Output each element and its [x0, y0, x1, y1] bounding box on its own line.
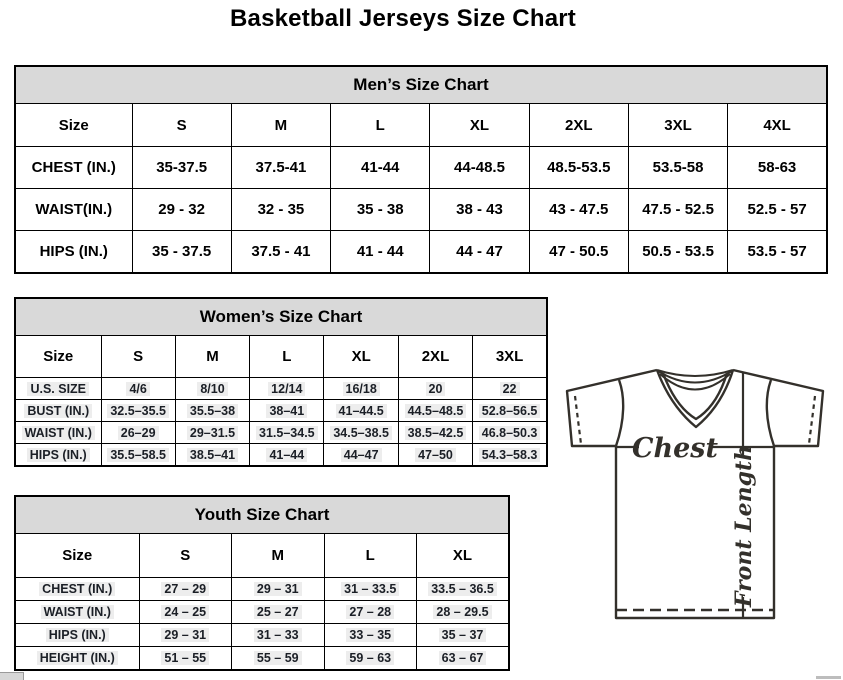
cell: 51 – 55 — [139, 647, 232, 671]
cell: 50.5 - 53.5 — [628, 231, 727, 274]
cell: 54.3–58.3 — [473, 444, 547, 467]
womens-size-table — [14, 297, 548, 467]
cell: 32 - 35 — [231, 189, 330, 231]
col-header: 2XL — [529, 104, 628, 147]
col-header: XL — [324, 336, 398, 378]
table-row — [15, 189, 827, 231]
cell: 63 – 67 — [417, 647, 510, 671]
cell: 31 – 33 — [232, 624, 325, 647]
row-label: HEIGHT (IN.) — [15, 647, 139, 671]
row-label: BUST (IN.) — [15, 400, 101, 422]
cell: 38.5–42.5 — [398, 422, 472, 444]
jersey-outline — [567, 370, 823, 618]
cell: 29 – 31 — [139, 624, 232, 647]
cell: 28 – 29.5 — [417, 601, 510, 624]
col-header: 2XL — [398, 336, 472, 378]
cell: 27 – 28 — [324, 601, 417, 624]
cell: 35-37.5 — [132, 147, 231, 189]
col-header: L — [250, 336, 324, 378]
row-label: HIPS (IN.) — [15, 231, 132, 274]
table-row — [15, 422, 547, 444]
table-row — [15, 378, 547, 400]
left-cuff-dashed-line — [575, 396, 581, 444]
collar-top-arc — [657, 370, 733, 376]
page-title: Basketball Jerseys Size Chart — [230, 5, 576, 32]
youth-table-title: Youth Size Chart — [15, 496, 509, 534]
front-length-label: Front Length — [731, 444, 757, 608]
cell: 41 - 44 — [331, 231, 430, 274]
col-header: 4XL — [728, 104, 827, 147]
row-label: CHEST (IN.) — [15, 147, 132, 189]
cell: 47 - 50.5 — [529, 231, 628, 274]
mens-size-table — [14, 65, 828, 274]
table-row — [15, 647, 509, 671]
cell: 33 – 35 — [324, 624, 417, 647]
cell: 38–41 — [250, 400, 324, 422]
table-band-row — [15, 66, 827, 104]
cell: 41–44 — [250, 444, 324, 467]
cell: 37.5 - 41 — [231, 231, 330, 274]
row-label: U.S. SIZE — [15, 378, 101, 400]
womens-table-title: Women’s Size Chart — [15, 298, 547, 336]
col-header: L — [324, 534, 417, 578]
cell: 35 - 37.5 — [132, 231, 231, 274]
cell: 32.5–35.5 — [101, 400, 175, 422]
cell: 24 – 25 — [139, 601, 232, 624]
cell: 20 — [398, 378, 472, 400]
col-header: XL — [417, 534, 510, 578]
cell: 55 – 59 — [232, 647, 325, 671]
col-header: 3XL — [628, 104, 727, 147]
table-band-row — [15, 496, 509, 534]
cell: 52.8–56.5 — [473, 400, 547, 422]
cell: 8/10 — [175, 378, 249, 400]
cell: 35 - 38 — [331, 189, 430, 231]
cell: 44-48.5 — [430, 147, 529, 189]
cell: 35 – 37 — [417, 624, 510, 647]
cell: 46.8–50.3 — [473, 422, 547, 444]
cell: 22 — [473, 378, 547, 400]
col-header: S — [139, 534, 232, 578]
cell: 59 – 63 — [324, 647, 417, 671]
col-header: M — [175, 336, 249, 378]
left-armhole-seam — [616, 380, 623, 446]
table-row — [15, 578, 509, 601]
cell: 37.5-41 — [231, 147, 330, 189]
cell: 41-44 — [331, 147, 430, 189]
youth-size-table — [14, 495, 510, 671]
right-armhole-seam — [767, 380, 774, 446]
col-header: 3XL — [473, 336, 547, 378]
col-header: M — [231, 104, 330, 147]
cell: 53.5-58 — [628, 147, 727, 189]
cell: 44 - 47 — [430, 231, 529, 274]
cell: 31.5–34.5 — [250, 422, 324, 444]
cell: 26–29 — [101, 422, 175, 444]
mens-table-title: Men’s Size Chart — [15, 66, 827, 104]
cell: 47.5 - 52.5 — [628, 189, 727, 231]
cell: 27 – 29 — [139, 578, 232, 601]
table-band-row — [15, 298, 547, 336]
row-label: HIPS (IN.) — [15, 444, 101, 467]
cell: 47–50 — [398, 444, 472, 467]
row-label: HIPS (IN.) — [15, 624, 139, 647]
jersey-measurement-diagram — [553, 358, 838, 663]
row-label: CHEST (IN.) — [15, 578, 139, 601]
cell: 38 - 43 — [430, 189, 529, 231]
table-row — [15, 444, 547, 467]
table-row — [15, 400, 547, 422]
row-label: WAIST (IN.) — [15, 601, 139, 624]
cell: 31 – 33.5 — [324, 578, 417, 601]
col-header: S — [101, 336, 175, 378]
collar-inner-v — [663, 373, 727, 419]
cell: 29 - 32 — [132, 189, 231, 231]
col-header: M — [232, 534, 325, 578]
cell: 4/6 — [101, 378, 175, 400]
cell: 53.5 - 57 — [728, 231, 827, 274]
womens-header-row — [15, 336, 547, 378]
cell: 52.5 - 57 — [728, 189, 827, 231]
col-header: XL — [430, 104, 529, 147]
row-label: WAIST(IN.) — [15, 189, 132, 231]
table-row — [15, 601, 509, 624]
col-header: Size — [15, 104, 132, 147]
cell: 44–47 — [324, 444, 398, 467]
cell: 29–31.5 — [175, 422, 249, 444]
cell: 35.5–38 — [175, 400, 249, 422]
col-header: Size — [15, 534, 139, 578]
cell: 44.5–48.5 — [398, 400, 472, 422]
cell: 25 – 27 — [232, 601, 325, 624]
cell: 34.5–38.5 — [324, 422, 398, 444]
cell: 29 – 31 — [232, 578, 325, 601]
mens-header-row — [15, 104, 827, 147]
cell: 12/14 — [250, 378, 324, 400]
col-header: L — [331, 104, 430, 147]
cell: 48.5-53.5 — [529, 147, 628, 189]
cell: 41–44.5 — [324, 400, 398, 422]
table-row — [15, 624, 509, 647]
youth-header-row — [15, 534, 509, 578]
cell: 16/18 — [324, 378, 398, 400]
row-label: WAIST (IN.) — [15, 422, 101, 444]
cell: 58-63 — [728, 147, 827, 189]
col-header: S — [132, 104, 231, 147]
table-row — [15, 231, 827, 274]
cell: 38.5–41 — [175, 444, 249, 467]
right-cuff-dashed-line — [809, 396, 815, 444]
cell: 35.5–58.5 — [101, 444, 175, 467]
cell: 33.5 – 36.5 — [417, 578, 510, 601]
cell: 43 - 47.5 — [529, 189, 628, 231]
table-row — [15, 147, 827, 189]
col-header: Size — [15, 336, 101, 378]
chest-label: Chest — [632, 433, 718, 464]
